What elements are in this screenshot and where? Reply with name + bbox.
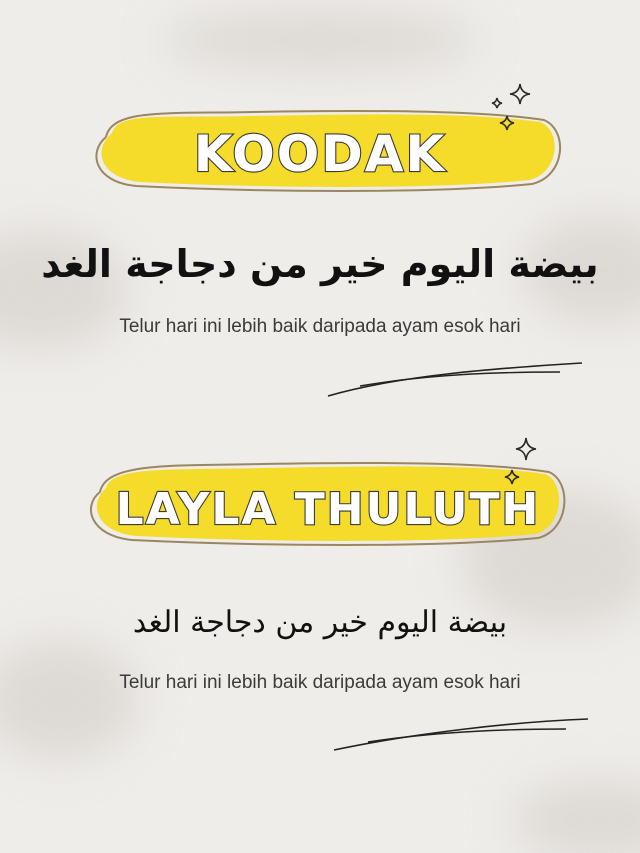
arabic-proverb: بيضة اليوم خير من دجاجة الغد — [41, 242, 599, 286]
translation-text: Telur hari ini lebih baik daripada ayam esok hari — [119, 672, 521, 693]
arabic-proverb: بيضة اليوم خير من دجاجة الغد — [132, 605, 508, 640]
title-banner — [0, 0, 640, 260]
font-sample-layla-thuluth — [0, 400, 640, 800]
translation-text: Telur hari ini lebih baik daripada ayam esok hari — [119, 316, 521, 337]
font-sample-koodak — [0, 0, 640, 400]
title-koodak: KOODAK — [193, 125, 447, 183]
title-layla-thuluth: LAYLA THULUTH — [115, 484, 541, 535]
